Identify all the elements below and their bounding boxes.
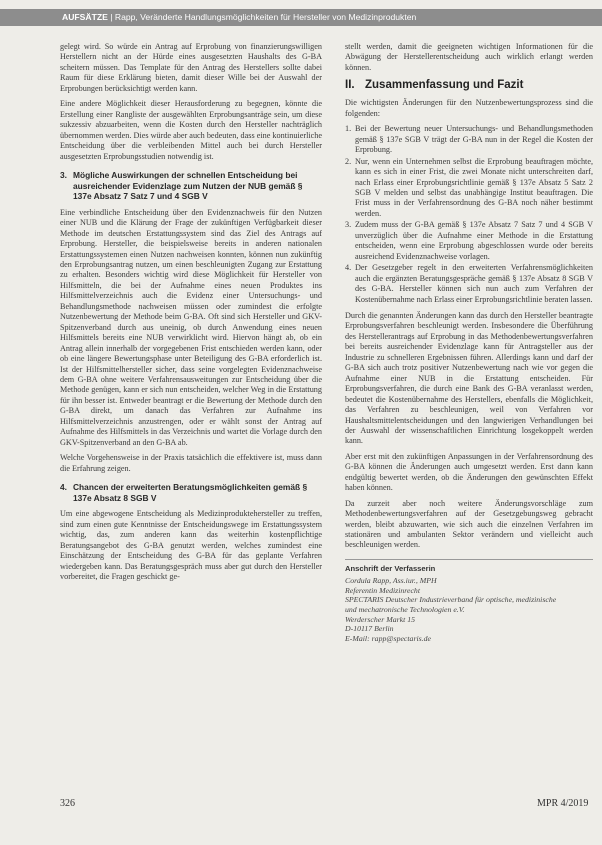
running-header: [0, 0, 602, 34]
section-heading: [60, 170, 322, 202]
list-item: 4. Der Gesetzgeber regelt in den erweiterten Verfahrensmöglichkeiten auch die ergänzten Beratungsgespräche gemäß § 137e Absatz 8 SGB V des G-BA. Hersteller können sich nun auch zum Verfahren der Kostenübernahme nach Erlass einer Erprobungsrichtlinie beraten lassen.: [345, 263, 593, 304]
author-line: und mechatronische Technologien e.V.: [345, 605, 465, 615]
paragraph: Durch die genannten Änderungen kann das durch den Hersteller beantragte Erprobungsverfahren beschleunigt werden. Insbesondere die Überführung des Herstellerantrags auf Erprobung in das Methodenbewertungsverfahren bei bereits ausreichender Evidenzlage kann für Antragsteller aus der Industrie zu schnelleren Ergebnissen führen. Allerdings kann und darf der G-BA sich auch trotz positiver Nutzenbewertung nach wie vor gegen die Aufnahme einer NUB in die Erstattung entscheiden. Für Erprobungsverfahren, die durch eine Bank des G-BA veranlasst werden, bedeutet die Kostenübernahme des Herstellers, ebenfalls die Möglichkeit, das Verfahren zu beschleunigen, weil von Verfahren vor Haushaltsmittelentscheidungen und den langwierigen Verhandlungen bei der Auswahl der wissenschaftlichen Einrichtung losgekoppelt werden kann.: [345, 310, 593, 446]
author-line: Cordula Rapp, Ass.iur., MPH: [345, 575, 437, 585]
list-item-text: Der Gesetzgeber regelt in den erweiterten Verfahrensmöglichkeiten auch die ergänzten Beratungsgespräche gemäß § 137e Absatz 8 SGB V des G-BA. Hersteller können sich nun auch zum Verfahren der Kostenübernahme nach Erlass einer Erprobungsrichtlinie beraten lassen.: [355, 263, 593, 304]
paragraph: Um eine abgewogene Entscheidung als Medizinproduktehersteller zu treffen, sind zum einen gute Kenntnisse der Entscheidungswege im Erstattungssystem wichtig, das, zum anderen kann das weiterhin kostenpflichtige Beratungsangebot des G-BA genutzt werden, welches zumindest eine Einschätzung der Entscheidung des G-BA für das geplante Verfahren wiedergeben kann. Das Beratungsgespräch muss aber gut durch den Hersteller vorbereitet, die Fragen geschickt ge-: [60, 509, 322, 581]
summary-list: [345, 124, 593, 305]
paragraph: gelegt wird. So würde ein Antrag auf Erprobung von finanzierungswilligen Herstellern nicht an der Hürde eines ausgesetzten Haushalts des G-BA scheitern müssen. Das Template für den Antrag des Herstellers sollte dabei Raum für diese Erklärung bieten, damit dieser Wille bei der Auswahl der Erprobungen berücksichtigt werden kann.: [60, 42, 322, 93]
author-line: Referentin Medizinrecht: [345, 585, 420, 595]
section-number: 3.: [60, 169, 67, 180]
list-item-text: Zudem muss der G-BA gemäß § 137e Absatz 7 Satz 7 und 4 SGB V unverzüglich über die Aufnahme einer Methode in die Erstattung entscheiden, wenn eine Erprobung abgeschlossen wurde oder bereits ausreichend Evidenznachweise vorlagen.: [355, 220, 593, 261]
header-section: AUFSÄTZE: [62, 12, 108, 22]
journal-issue: MPR 4/2019: [537, 798, 589, 809]
list-item-text: Nur, wenn ein Unternehmen selbst die Erprobung beauftragen möchte, kann es sich in einer Frist, die zwei Monate nicht unterschreiten darf, nach Erlass einer Erprobungsrichtlinie gemäß § 137e Absatz 5 Satz 2 SGB V melden und selbst das unabhängige Institut beauftragen. Die Frist muss in der Verfahrensordnung des G-BA noch näher bestimmt werden.: [355, 156, 593, 218]
section-heading: [60, 482, 322, 503]
list-item: 3. Zudem muss der G-BA gemäß § 137e Absatz 7 Satz 7 und 4 SGB V unverzüglich über die Aufnahme einer Methode in die Erstattung entscheiden, wenn eine Erprobung abgeschlossen wurde oder bereits ausreichend Evidenznachweise vorlagen.: [345, 220, 593, 261]
paragraph: Eine andere Möglichkeit dieser Herausforderung zu begegnen, könnte die Erstellung einer Rangliste der ausgewählten Erprobungsanträge sein, um diese sukzessiv abzuarbeiten, wenn die Kosten durch den Hersteller nachträglich übernommen werden. Dies würde aber auch bedeuten, dass eine kontinuierliche Entscheidung über die verbleibenden Mittel auch bei durch Hersteller ausgesetzten Erprobungsstudien notwendig ist.: [60, 99, 322, 161]
author-line: Werderscher Markt 15: [345, 614, 416, 624]
author-address-box: [345, 559, 593, 644]
page-number: 326: [60, 798, 75, 809]
author-box-title: Anschrift der Verfasserin: [345, 563, 436, 573]
list-item: 2. Nur, wenn ein Unternehmen selbst die Erprobung beauftragen möchte, kann es sich in einer Frist, die zwei Monate nicht unterschreiten darf, nach Erlass einer Erprobungsrichtlinie gemäß § 137e Absatz 5 Satz 2 SGB V melden und selbst das unabhängige Institut beauftragen. Die Frist muss in der Verfahrensordnung des G-BA noch näher bestimmt werden.: [345, 156, 593, 218]
paragraph: Aber erst mit den zukünftigen Anpassungen in der Verfahrensordnung des G-BA können die Änderungen auch umgesetzt werden. Erst dann kann endgültig bewertet werden, ob die Änderungen den gewünschten Effekt haben können.: [345, 451, 593, 493]
right-column: [345, 42, 593, 644]
author-line: SPECTARIS Deutscher Industrieverband für optische, medizinische: [345, 595, 557, 605]
list-item: 1. Bei der Bewertung neuer Untersuchungs- und Behandlungsmethoden gemäß § 137e SGB V trägt der G-BA nun in der Regel die Kosten der Erprobung.: [345, 124, 593, 155]
chapter-heading: [345, 78, 593, 92]
paragraph: Eine verbindliche Entscheidung über den Evidenznachweis für den Nutzen einer NUB und die Klärung der Frage der zukünftigen Verfügbarkeit dieser Methode im deutschen Erstattungssystem sind das Ziel des Antrags auf Erprobung. Hersteller, die beispielsweise bereits in anderen nationalen Erstattungssystemen einen Nutzen nachweisen konnten, können nun zukünftig den Erprobungsantrag nutzen, um einen beschleunigten Zugang zur Erstattung zu erhalten. Besonders wichtig wird diese Möglichkeit für Hersteller von Hilfsmitteln, die bei der Aufnahme eines neuen Produktes ins Hilfsmittelverzeichnis auch die Evidenz einer Untersuchungs- und Behandlungsmethode nachweisen müssen oder zumindest die erfolgte Nutzenbewertung der Methode beim G-BA. Oft sind sich Hersteller und GKV-Spitzenverband durch aus uneinig, ob durch Anwendung eines neuen Hilfsmittels bereits eine NUB verwirklicht wird. Hiervon hängt ab, ob ein Antrag allein innerhalb der vorgegebenen Frist entschieden werden kann, oder ob eine längere Bewertungsphase unter Beteiligung des G-BA erforderlich ist. Ist der Hilfsmittelhersteller sicher, dass seine vorgelegten Evidenznachweise dem G-BA ohne weitere Verfahrensausweitungen zur Entscheidung über die Methode genügen, kann er sich nun entscheiden, welcher Weg in die Erstattung für ihn besser ist. Entweder beantragt er die Bewertung der Methode durch den G-BA direkt, um danach das Verfahren zur Aufnahme ins Hilfsmittelverzeichnis anzustrengen, oder er wählt sonst der Antrag auf Aufnahme des Hilfsmittels in das Verzeichnis und wartet die Vorlage durch den GKV-Spitzenverband an den G-BA ab.: [60, 207, 322, 447]
author-email[interactable]: E-Mail: rapp@spectaris.de: [345, 634, 431, 644]
section-title: Mögliche Auswirkungen der schnellen Entscheidung bei ausreichender Evidenzlage zum Nutzen der NUB gemäß § 137e Absatz 7 Satz 7 und 4 SGB V: [73, 169, 303, 202]
section-number: 4.: [60, 482, 67, 493]
paragraph: stellt werden, damit die geeigneten wichtigen Informationen für die Abwägung der Herstellerentscheidung auch wirklich erlangt werden können.: [345, 42, 593, 72]
header-title: Rapp, Veränderte Handlungsmöglichkeiten für Hersteller von Medizinprodukten: [114, 12, 417, 22]
left-column: [60, 42, 322, 587]
paragraph: Da zurzeit aber noch weitere Änderungsvorschläge zum Methodenbewertungsverfahren auf der Gesetzgebungsweg gebracht werden, bleibt abzuwarten, wie sich auch die einzelnen Verfahren im stationären und ambulanten Sektor verändern und vielleicht auch beschleunigen werden.: [345, 498, 593, 550]
paragraph: Welche Vorgehensweise in der Praxis tatsächlich die effektivere ist, muss dann die Erfahrung zeigen.: [60, 453, 322, 473]
chapter-title: Zusammenfassung und Fazit: [365, 79, 524, 92]
chapter-number: II.: [345, 79, 355, 92]
author-line: D-10117 Berlin: [345, 624, 394, 634]
paragraph: Die wichtigsten Änderungen für den Nutzenbewertungsprozess sind die folgenden:: [345, 98, 593, 118]
list-item-text: Bei der Bewertung neuer Untersuchungs- und Behandlungsmethoden gemäß § 137e SGB V trägt der G-BA nun in der Regel die Kosten der Erprobung.: [355, 124, 593, 155]
section-title: Chancen der erweiterten Beratungsmöglichkeiten gemäß § 137e Absatz 8 SGB V: [73, 482, 308, 503]
header-text: AUFSÄTZE | Rapp, Veränderte Handlungsmöglichkeiten für Hersteller von Medizinprodukten: [62, 12, 417, 22]
